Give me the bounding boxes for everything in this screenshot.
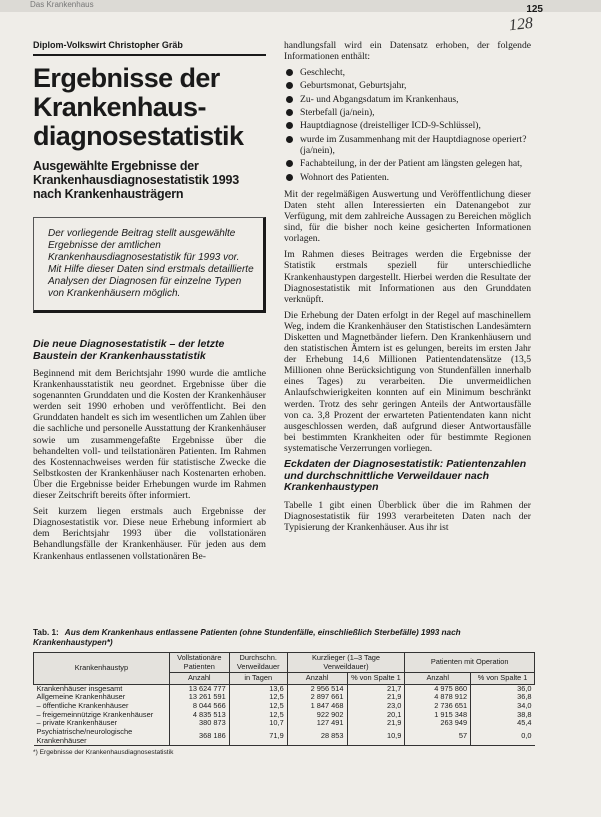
table-cell: 2 956 514 [287, 684, 347, 693]
list-item [284, 134, 531, 157]
table-caption-text: Aus dem Krankenhaus entlassene Patienten (ohne Stundenfälle, einschließlich Sterbefälle) 1993 nach Krankenhaustypen*) [33, 628, 461, 647]
table-cell: 1 847 468 [287, 702, 347, 711]
section-heading-key-data: Eckdaten der Diagnosestatistik: Patientenzahlen und durchschnittliche Verweildauer nach Krankenhaustypen [284, 458, 527, 494]
bullet-icon [286, 69, 293, 76]
table-cell: 21,9 [347, 719, 405, 728]
bullet-icon [286, 174, 293, 181]
table-footnote: *) Ergebnisse der Krankenhausdiagnosestatistik [33, 749, 174, 757]
bullet-icon [286, 109, 293, 116]
table-cell: 13 624 777 [169, 684, 229, 693]
table-cell: 23,0 [347, 702, 405, 711]
column-header: Vollstationäre Patienten [169, 653, 229, 673]
table-cell: 12,5 [229, 711, 287, 720]
handwritten-page-note: 128 [508, 14, 534, 35]
table-caption [33, 628, 535, 648]
list-item-text: Fachabteilung, in der der Patient am längsten gelegen hat, [300, 158, 523, 170]
list-item [284, 172, 531, 183]
list-item [284, 120, 531, 131]
table-cell: 45,4 [471, 719, 535, 728]
table-cell: 57 [405, 728, 471, 746]
list-item-text: Geschlecht, [300, 67, 346, 79]
unit-header: % von Spalte 1 [471, 673, 535, 685]
running-header: Das Krankenhaus [30, 0, 94, 9]
table-row [34, 728, 535, 746]
table-cell: 13,6 [229, 684, 287, 693]
row-label: – öffentliche Krankenhäuser [36, 700, 129, 710]
table-cell: 10,9 [347, 728, 405, 746]
table-cell: 8 044 566 [169, 702, 229, 711]
table-cell: 12,5 [229, 693, 287, 702]
bullet-icon [286, 96, 293, 103]
list-item-text: Sterbefall (ja/nein), [300, 107, 375, 119]
column-header: Krankenhaustyp [34, 653, 170, 685]
list-item [284, 80, 531, 91]
table-cell: 4 835 513 [169, 711, 229, 720]
table-number: Tab. 1: [33, 628, 59, 637]
table-cell: 21,7 [347, 684, 405, 693]
table-cell: 34,0 [471, 702, 535, 711]
body-paragraph: Beginnend mit dem Berichtsjahr 1990 wurde die amtliche Krankenhausstatistik neu geordnet. Ergebnisse über die sogenannten Grunddaten und die Kosten der Krankenhäuser werden seit 1990 erhoben und veröffentlicht. Bei den Grunddaten handelt es sich im wesentlichen um Zahlen über die sachliche und personelle Ausstattung der Krankenhäuser sowie um zusammengefaßte Ergebnisse über die behandelten voll- und teilstationären Patienten. Im Rahmen des Kostennachweises werden für statistische Zwecke die Selbstkosten der Krankenhäuser nach Kostenarten erhoben. Über die Ergebnisse beider Erhebungen wurde im Rahmen dieser Zeitschrift bereits öfter informiert. [33, 368, 266, 502]
table-cell: 2 736 651 [405, 702, 471, 711]
body-paragraph: Die Erhebung der Daten erfolgt in der Regel auf maschinellem Weg, indem die Krankenhäuser den Statistischen Landesämtern Disketten und Magnetbänder liefern. Den Krankenhäusern und den statistischen Ämtern ist es gelungen, bereits im ersten Jahr der Erhebung 14,6 Millionen Patientendatensätze (13,5 Millionen ohne Berücksichtigung von Stundenfällen innerhalb eines Tages) zu verarbeiten. Die unvermeidlichen Anlaufschwierigkeiten konnten auf ein Minimum beschränkt werden. Trotz des sehr geringen Anteils der Antwortausfälle von ca. 3,8 Prozent der erwarteten Patientendaten kann nicht ausgeschlossen werden, daß aufgrund dieser Antwortausfälle bei bestimmten Krankheiten oder für bestimmte Regionen systematische Verzerrungen vorliegen. [284, 309, 531, 454]
body-paragraph: Mit der regelmäßigen Auswertung und Veröffentlichung dieser Daten steht allen Interessierten ein Datenangebot zur Verfügung, mit dem zahlreiche Aussagen zu Bereichen möglich sind, für die bisher noch keine gesicherten Informationen vorlagen. [284, 188, 531, 245]
column-header: Patienten mit Operation [405, 653, 535, 673]
list-item [284, 67, 531, 78]
table-cell: 10,7 [229, 719, 287, 728]
column-header: Durchschn. Verweildauer [229, 653, 287, 673]
list-item [284, 94, 531, 105]
row-label: Allgemeine Krankenhäuser [36, 692, 126, 702]
row-label: Krankenhäuser insgesamt [36, 683, 123, 693]
unit-header: Anzahl [169, 673, 229, 685]
column-header: Kurzlieger (1–3 Tage Verweildauer) [287, 653, 405, 673]
body-paragraph: Seit kurzem liegen erstmals auch Ergebnisse der Diagnosestatistik vor. Diese neue Erhebung informiert ab dem Berichtsjahr 1993 über die vollstationären Behandlungsfälle der Krankenhäuser. Für jeden aus dem Krankenhaus entlassenen vollstationären Be- [33, 506, 266, 562]
author-rule [33, 54, 266, 56]
list-item-text: wurde im Zusammenhang mit der Hauptdiagnose operiert? (ja/nein), [300, 133, 527, 156]
table-cell: 36,8 [471, 693, 535, 702]
article-subtitle: Ausgewählte Ergebnisse der Krankenhausdiagnosestatistik 1993 nach Krankenhausträgern [33, 159, 239, 201]
table-cell: 36,0 [471, 684, 535, 693]
table-section [33, 628, 535, 756]
unit-header: % von Spalte 1 [347, 673, 405, 685]
table-cell: 2 897 661 [287, 693, 347, 702]
table-cell: 21,9 [347, 693, 405, 702]
bullet-icon [286, 82, 293, 89]
list-item [284, 107, 531, 118]
list-item-text: Geburtsmonat, Geburtsjahr, [300, 80, 407, 92]
table-cell: 1 915 348 [405, 711, 471, 720]
header-strip [0, 0, 601, 12]
body-paragraph: handlungsfall wird ein Datensatz erhoben, der folgende Informationen enthält: [284, 40, 531, 63]
table-cell: 4 878 912 [405, 693, 471, 702]
unit-header: in Tagen [229, 673, 287, 685]
list-item-text: Zu- und Abgangsdatum im Krankenhaus, [300, 93, 459, 105]
body-paragraph: Tabelle 1 gibt einen Überblick über die im Rahmen der Diagnosestatistik für 1993 verarbeiteten Daten nach der Typisierung der Krankenhäuser. Aus ihr ist [284, 499, 531, 533]
table-cell: 12,5 [229, 702, 287, 711]
table-cell: 380 873 [169, 719, 229, 728]
table-header-row [34, 653, 535, 673]
abstract-text: Der vorliegende Beitrag stellt ausgewählte Ergebnisse der amtlichen Krankenhausdiagnosestatistik für 1993 vor. Mit Hilfe dieser Daten sind erstmals detaillierte Analysen der Diagnosen für einzelne Typen von Krankenhäusern möglich. [48, 228, 254, 299]
unit-header: Anzahl [287, 673, 347, 685]
table-cell: 38,8 [471, 711, 535, 720]
list-item-text: Wohnort des Patienten. [300, 171, 390, 183]
right-column [284, 40, 531, 538]
row-label: Psychiatrische/neurologische Krankenhäuser [34, 728, 170, 746]
table-cell: 28 853 [287, 728, 347, 746]
list-item-text: Hauptdiagnose (dreistelliger ICD-9-Schlüssel), [300, 120, 481, 132]
data-fields-list [284, 67, 531, 183]
table-cell: 4 975 860 [405, 684, 471, 693]
bullet-icon [286, 160, 293, 167]
bullet-icon [286, 136, 293, 143]
body-paragraph: Im Rahmen dieses Beitrages werden die Ergebnisse der Statistik erstmals speziell für unterschiedliche Krankenhaustypen dargestellt. Hierbei werden die Resultate der Diagnosestatistik mit Informationen aus den Grunddaten verknüpft. [284, 249, 531, 305]
list-item [284, 158, 531, 169]
table-cell: 20,1 [347, 711, 405, 720]
page-number: 125 [526, 4, 543, 15]
section-heading-new-statistics: Die neue Diagnosestatistik – der letzte Baustein der Krankenhausstatistik [33, 338, 225, 362]
table-cell: 368 186 [169, 728, 229, 746]
left-column [33, 40, 266, 567]
table-cell: 263 949 [405, 719, 471, 728]
bullet-icon [286, 122, 293, 129]
row-label: – private Krankenhäuser [36, 718, 118, 728]
author-line: Diplom-Volkswirt Christopher Gräb [33, 40, 183, 50]
abstract-box [33, 217, 266, 313]
unit-header: Anzahl [405, 673, 471, 685]
article-title: Ergebnisse der Krankenhaus-diagnosestatistik [33, 63, 244, 151]
table-cell: 0,0 [471, 728, 535, 746]
row-label: – freigemeinnützige Krankenhäuser [36, 709, 154, 719]
table-cell: 127 491 [287, 719, 347, 728]
patients-table [33, 652, 535, 746]
table-cell: 922 902 [287, 711, 347, 720]
table-cell: 13 261 591 [169, 693, 229, 702]
table-cell: 71,9 [229, 728, 287, 746]
